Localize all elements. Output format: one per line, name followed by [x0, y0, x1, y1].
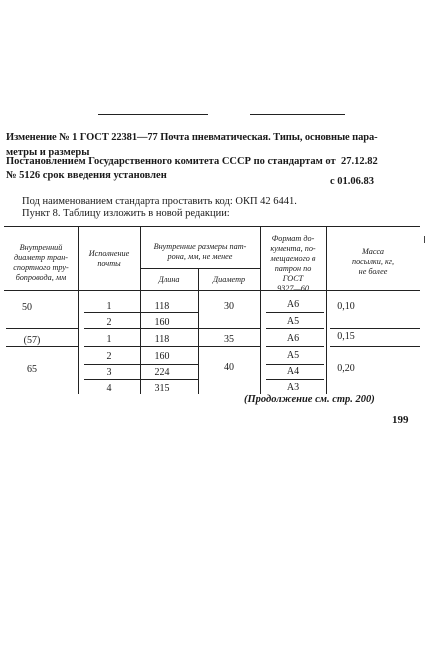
table-cell-mass: 0,10 [337, 301, 355, 312]
table-cell-mass: 0,20 [337, 363, 355, 374]
table-cell-format: А5 [286, 316, 300, 327]
table-cell-exec: 1 [106, 334, 112, 345]
table-cell-length: 118 [154, 334, 170, 345]
table-cell-exec: 2 [106, 351, 112, 362]
header-format: Формат до- кумента, по- мещаемого в патрон по ГОСТ 9327—60 [270, 234, 316, 293]
table-cell-exec: 3 [106, 367, 112, 378]
top-rule-right [250, 114, 345, 115]
table-cell-diameter: 65 [27, 364, 37, 375]
header-cartridge-diameter: Диаметр [212, 275, 246, 284]
top-rule-left [98, 114, 208, 115]
table-cell-format: А6 [286, 333, 300, 344]
header-execution: Исполнение почты [88, 249, 130, 268]
table-cell-diameter: (57) [23, 335, 41, 346]
decree-line1: Постановлением Государственного комитета СССР по стандартам от [6, 156, 336, 167]
header-length: Длина [158, 275, 180, 284]
instruction-line2: Пункт 8. Таблицу изложить в новой редакции: [22, 208, 230, 219]
table-cell-dia: 35 [224, 334, 234, 345]
table-cell-diameter: 50 [22, 302, 32, 313]
table-cell-format: А3 [286, 382, 300, 393]
table-cell-format: А5 [286, 350, 300, 361]
decree-date: 27.12.82 [341, 156, 378, 167]
header-internal-sizes: Внутренние размеры пат- рона, мм, не менее [153, 242, 247, 261]
header-diameter: Внутренний диаметр тран- спортного тру- бопровода, мм [13, 243, 69, 282]
table-cell-length: 160 [154, 351, 170, 362]
table-cell-exec: 1 [106, 301, 112, 312]
margin-mark [424, 236, 425, 243]
table-cell-exec: 2 [106, 317, 112, 328]
instruction-line1: Под наименованием стандарта проставить код: ОКП 42 6441. [22, 196, 297, 207]
table-cell-length: 315 [154, 383, 170, 394]
decree-line2: № 5126 срок введения установлен [6, 170, 167, 181]
table-cell-length: 160 [154, 317, 170, 328]
table-cell-length: 118 [154, 301, 170, 312]
page-number: 199 [392, 414, 409, 426]
table-cell-length: 224 [154, 367, 170, 378]
table-cell-format: А6 [286, 299, 300, 310]
header-mass: Масса посылки, кг, не более [351, 247, 395, 276]
amendment-title-line1: Изменение № 1 ГОСТ 22381—77 Почта пневматическая. Типы, основные пара- [6, 132, 378, 143]
continuation-note: (Продолжение см. стр. 200) [244, 394, 375, 405]
table-cell-mass: 0,15 [337, 331, 355, 342]
table-cell-dia: 40 [224, 362, 234, 373]
table-cell-format: А4 [286, 366, 300, 377]
amendment-title-line2: метры и размеры [6, 147, 90, 158]
table-cell-exec: 4 [106, 383, 112, 394]
table-cell-dia: 30 [224, 301, 234, 312]
effective-date: с 01.06.83 [330, 176, 375, 187]
